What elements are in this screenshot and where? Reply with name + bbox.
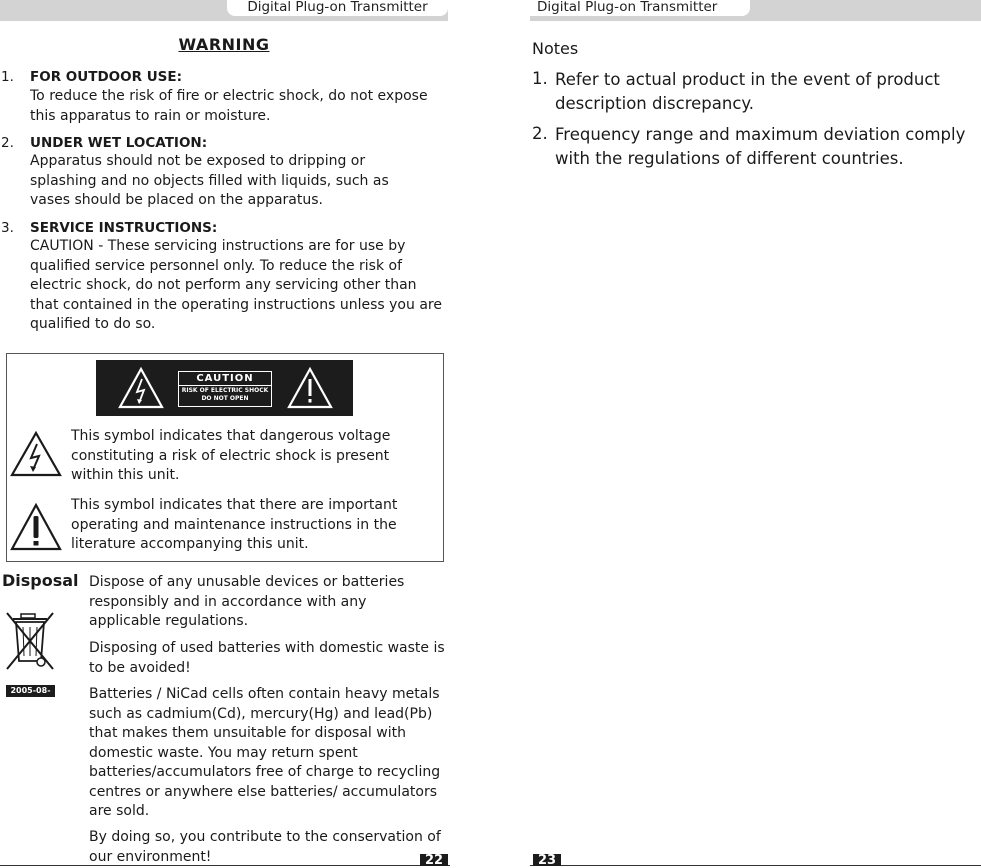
crossed-out-wheelie-bin-icon <box>4 609 56 673</box>
warning-item-number: 2. <box>1 135 14 151</box>
warning-item-body: Apparatus should not be exposed to dripping or splashing and no objects filled with liquids, such as vases should be placed on the apparatus. <box>30 153 389 209</box>
warning-item-heading: FOR OUTDOOR USE: <box>30 69 183 85</box>
caution-label <box>96 360 353 416</box>
caution-line-2: DO NOT OPEN <box>201 395 249 402</box>
exclamation-triangle-icon <box>287 366 333 410</box>
lightning-triangle-icon <box>10 430 62 478</box>
disposal-paragraph: By doing so, you contribute to the conservation of our environment! <box>89 829 441 865</box>
page-number-left: 22 <box>420 854 448 866</box>
disposal-paragraph: Disposing of used batteries with domestic waste is to be avoided! <box>89 640 445 676</box>
note-number: 2. <box>532 124 548 143</box>
header-title-left: Digital Plug-on Transmitter <box>227 0 448 16</box>
warning-item-body: CAUTION - These servicing instructions are for use by qualified service personnel only. To reduce the risk of electric shock, do not perform any servicing other than that contained in the operating instructions unless you are qualified to do so. <box>30 238 442 333</box>
caution-title: CAUTION <box>179 372 271 386</box>
page-number-right: 23 <box>533 854 561 866</box>
warning-title: WARNING <box>178 35 270 54</box>
caution-sign <box>178 371 272 407</box>
exclamation-symbol-description: This symbol indicates that there are important operating and maintenance instructions in the literature accompanying this unit. <box>71 497 398 552</box>
note-text: Refer to actual product in the event of product description discrepancy. <box>555 70 940 113</box>
notes-title: Notes <box>532 39 579 58</box>
warning-item-heading: SERVICE INSTRUCTIONS: <box>30 220 218 236</box>
note-text: Frequency range and maximum deviation comply with the regulations of different countries. <box>555 125 966 168</box>
footer-line-right <box>530 865 981 866</box>
lightning-triangle-icon <box>118 366 164 410</box>
footer-line-left <box>0 865 450 866</box>
disposal-paragraph: Dispose of any unusable devices or batteries responsibly and in accordance with any applicable regulations. <box>89 574 405 629</box>
exclamation-triangle-icon <box>10 502 62 552</box>
note-number: 1. <box>532 69 548 88</box>
warning-item-heading: UNDER WET LOCATION: <box>30 135 208 151</box>
disposal-title: Disposal <box>2 571 79 590</box>
warning-item-number: 3. <box>1 220 14 236</box>
voltage-symbol-description: This symbol indicates that dangerous voltage constituting a risk of electric shock is present within this unit. <box>71 428 391 483</box>
header-title-right: Digital Plug-on Transmitter <box>530 0 750 16</box>
warning-item-body: To reduce the risk of fire or electric shock, do not expose this apparatus to rain or moisture. <box>30 88 428 124</box>
date-badge: 2005-08-13 <box>6 685 55 697</box>
disposal-paragraph: Batteries / NiCad cells often contain heavy metals such as cadmium(Cd), mercury(Hg) and lead(Pb) that makes them unsuitable for disposal with domestic waste. You may return spent batteries/accumulators free of charge to recycling centres or anywhere else batteries/ accumulators are sold. <box>89 686 441 819</box>
caution-line-1: RISK OF ELECTRIC SHOCK <box>181 387 269 394</box>
warning-item-number: 1. <box>1 69 14 85</box>
